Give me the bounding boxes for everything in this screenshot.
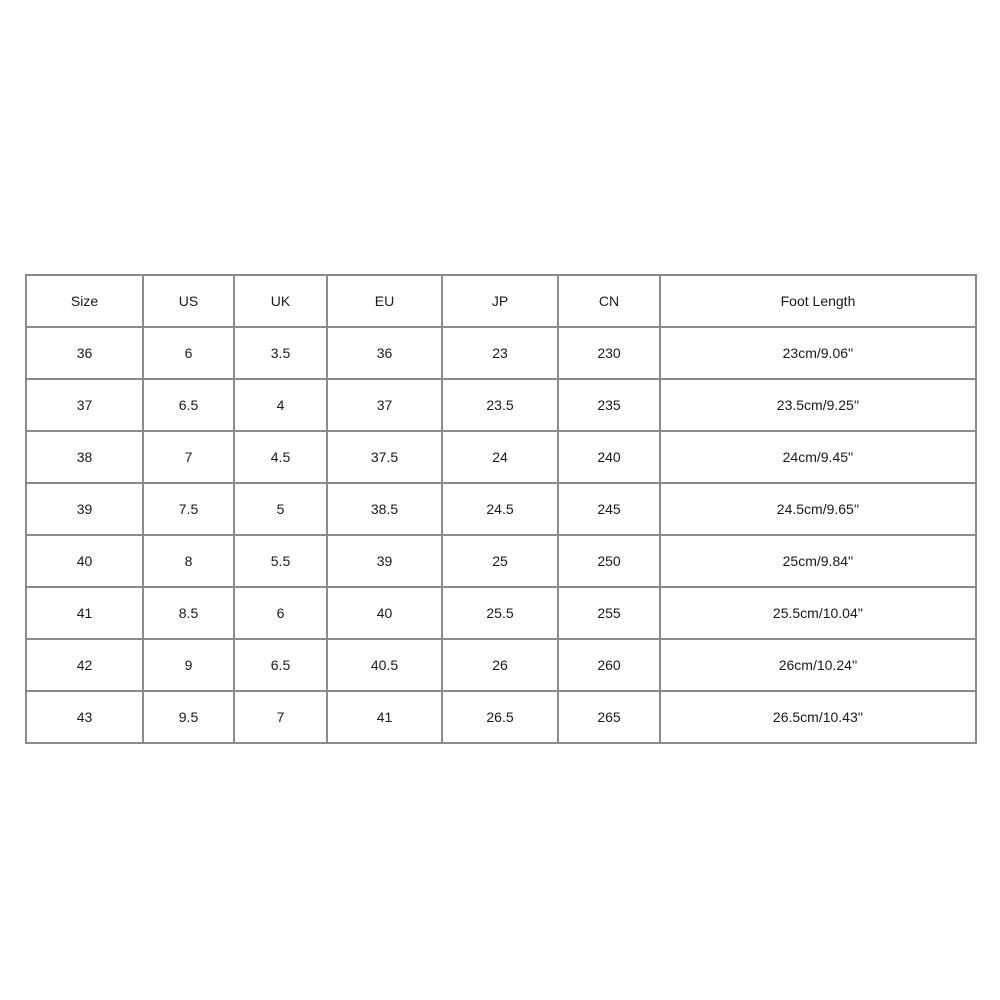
table-cell: 41 [26,587,143,639]
table-cell: 23.5 [442,379,558,431]
table-cell: 7 [234,691,327,743]
table-cell: 38.5 [327,483,442,535]
table-cell: 37.5 [327,431,442,483]
table-cell: 40.5 [327,639,442,691]
table-cell: 4 [234,379,327,431]
table-cell: 5 [234,483,327,535]
table-cell: 43 [26,691,143,743]
table-cell: 230 [558,327,660,379]
table-cell: 245 [558,483,660,535]
table-cell: 25 [442,535,558,587]
table-cell: 6.5 [234,639,327,691]
table-cell: 6.5 [143,379,234,431]
header-eu: EU [327,275,442,327]
header-uk: UK [234,275,327,327]
table-cell: 36 [327,327,442,379]
table-cell: 24.5 [442,483,558,535]
table-cell: 24.5cm/9.65'' [660,483,976,535]
table-cell: 40 [327,587,442,639]
table-row [26,483,976,535]
table-row [26,379,976,431]
table-cell: 9.5 [143,691,234,743]
table-cell: 24 [442,431,558,483]
table-cell: 23cm/9.06'' [660,327,976,379]
table-row [26,535,976,587]
table-cell: 255 [558,587,660,639]
table-cell: 40 [26,535,143,587]
header-size: Size [26,275,143,327]
table-cell: 25.5cm/10.04'' [660,587,976,639]
table-cell: 7 [143,431,234,483]
table-row [26,587,976,639]
table-cell: 24cm/9.45'' [660,431,976,483]
table-cell: 41 [327,691,442,743]
table-cell: 4.5 [234,431,327,483]
header-cn: CN [558,275,660,327]
table-cell: 37 [26,379,143,431]
table-cell: 8 [143,535,234,587]
header-row [26,275,976,327]
table-row [26,431,976,483]
table-cell: 23.5cm/9.25'' [660,379,976,431]
table-cell: 26 [442,639,558,691]
header-foot-length: Foot Length [660,275,976,327]
table-cell: 6 [234,587,327,639]
table-cell: 36 [26,327,143,379]
table-cell: 23 [442,327,558,379]
table-cell: 3.5 [234,327,327,379]
size-chart-table [25,274,977,744]
table-cell: 42 [26,639,143,691]
table-row [26,639,976,691]
table-cell: 26.5 [442,691,558,743]
table-cell: 250 [558,535,660,587]
table-cell: 9 [143,639,234,691]
table-cell: 5.5 [234,535,327,587]
table-cell: 7.5 [143,483,234,535]
table-cell: 37 [327,379,442,431]
table-cell: 265 [558,691,660,743]
table-cell: 6 [143,327,234,379]
table-row [26,691,976,743]
header-us: US [143,275,234,327]
table-cell: 25cm/9.84'' [660,535,976,587]
table-row [26,327,976,379]
table-cell: 8.5 [143,587,234,639]
table-cell: 39 [26,483,143,535]
table-cell: 38 [26,431,143,483]
table-cell: 240 [558,431,660,483]
table-cell: 25.5 [442,587,558,639]
table-cell: 26cm/10.24'' [660,639,976,691]
table-cell: 26.5cm/10.43'' [660,691,976,743]
header-jp: JP [442,275,558,327]
table-cell: 235 [558,379,660,431]
table-cell: 260 [558,639,660,691]
table-cell: 39 [327,535,442,587]
